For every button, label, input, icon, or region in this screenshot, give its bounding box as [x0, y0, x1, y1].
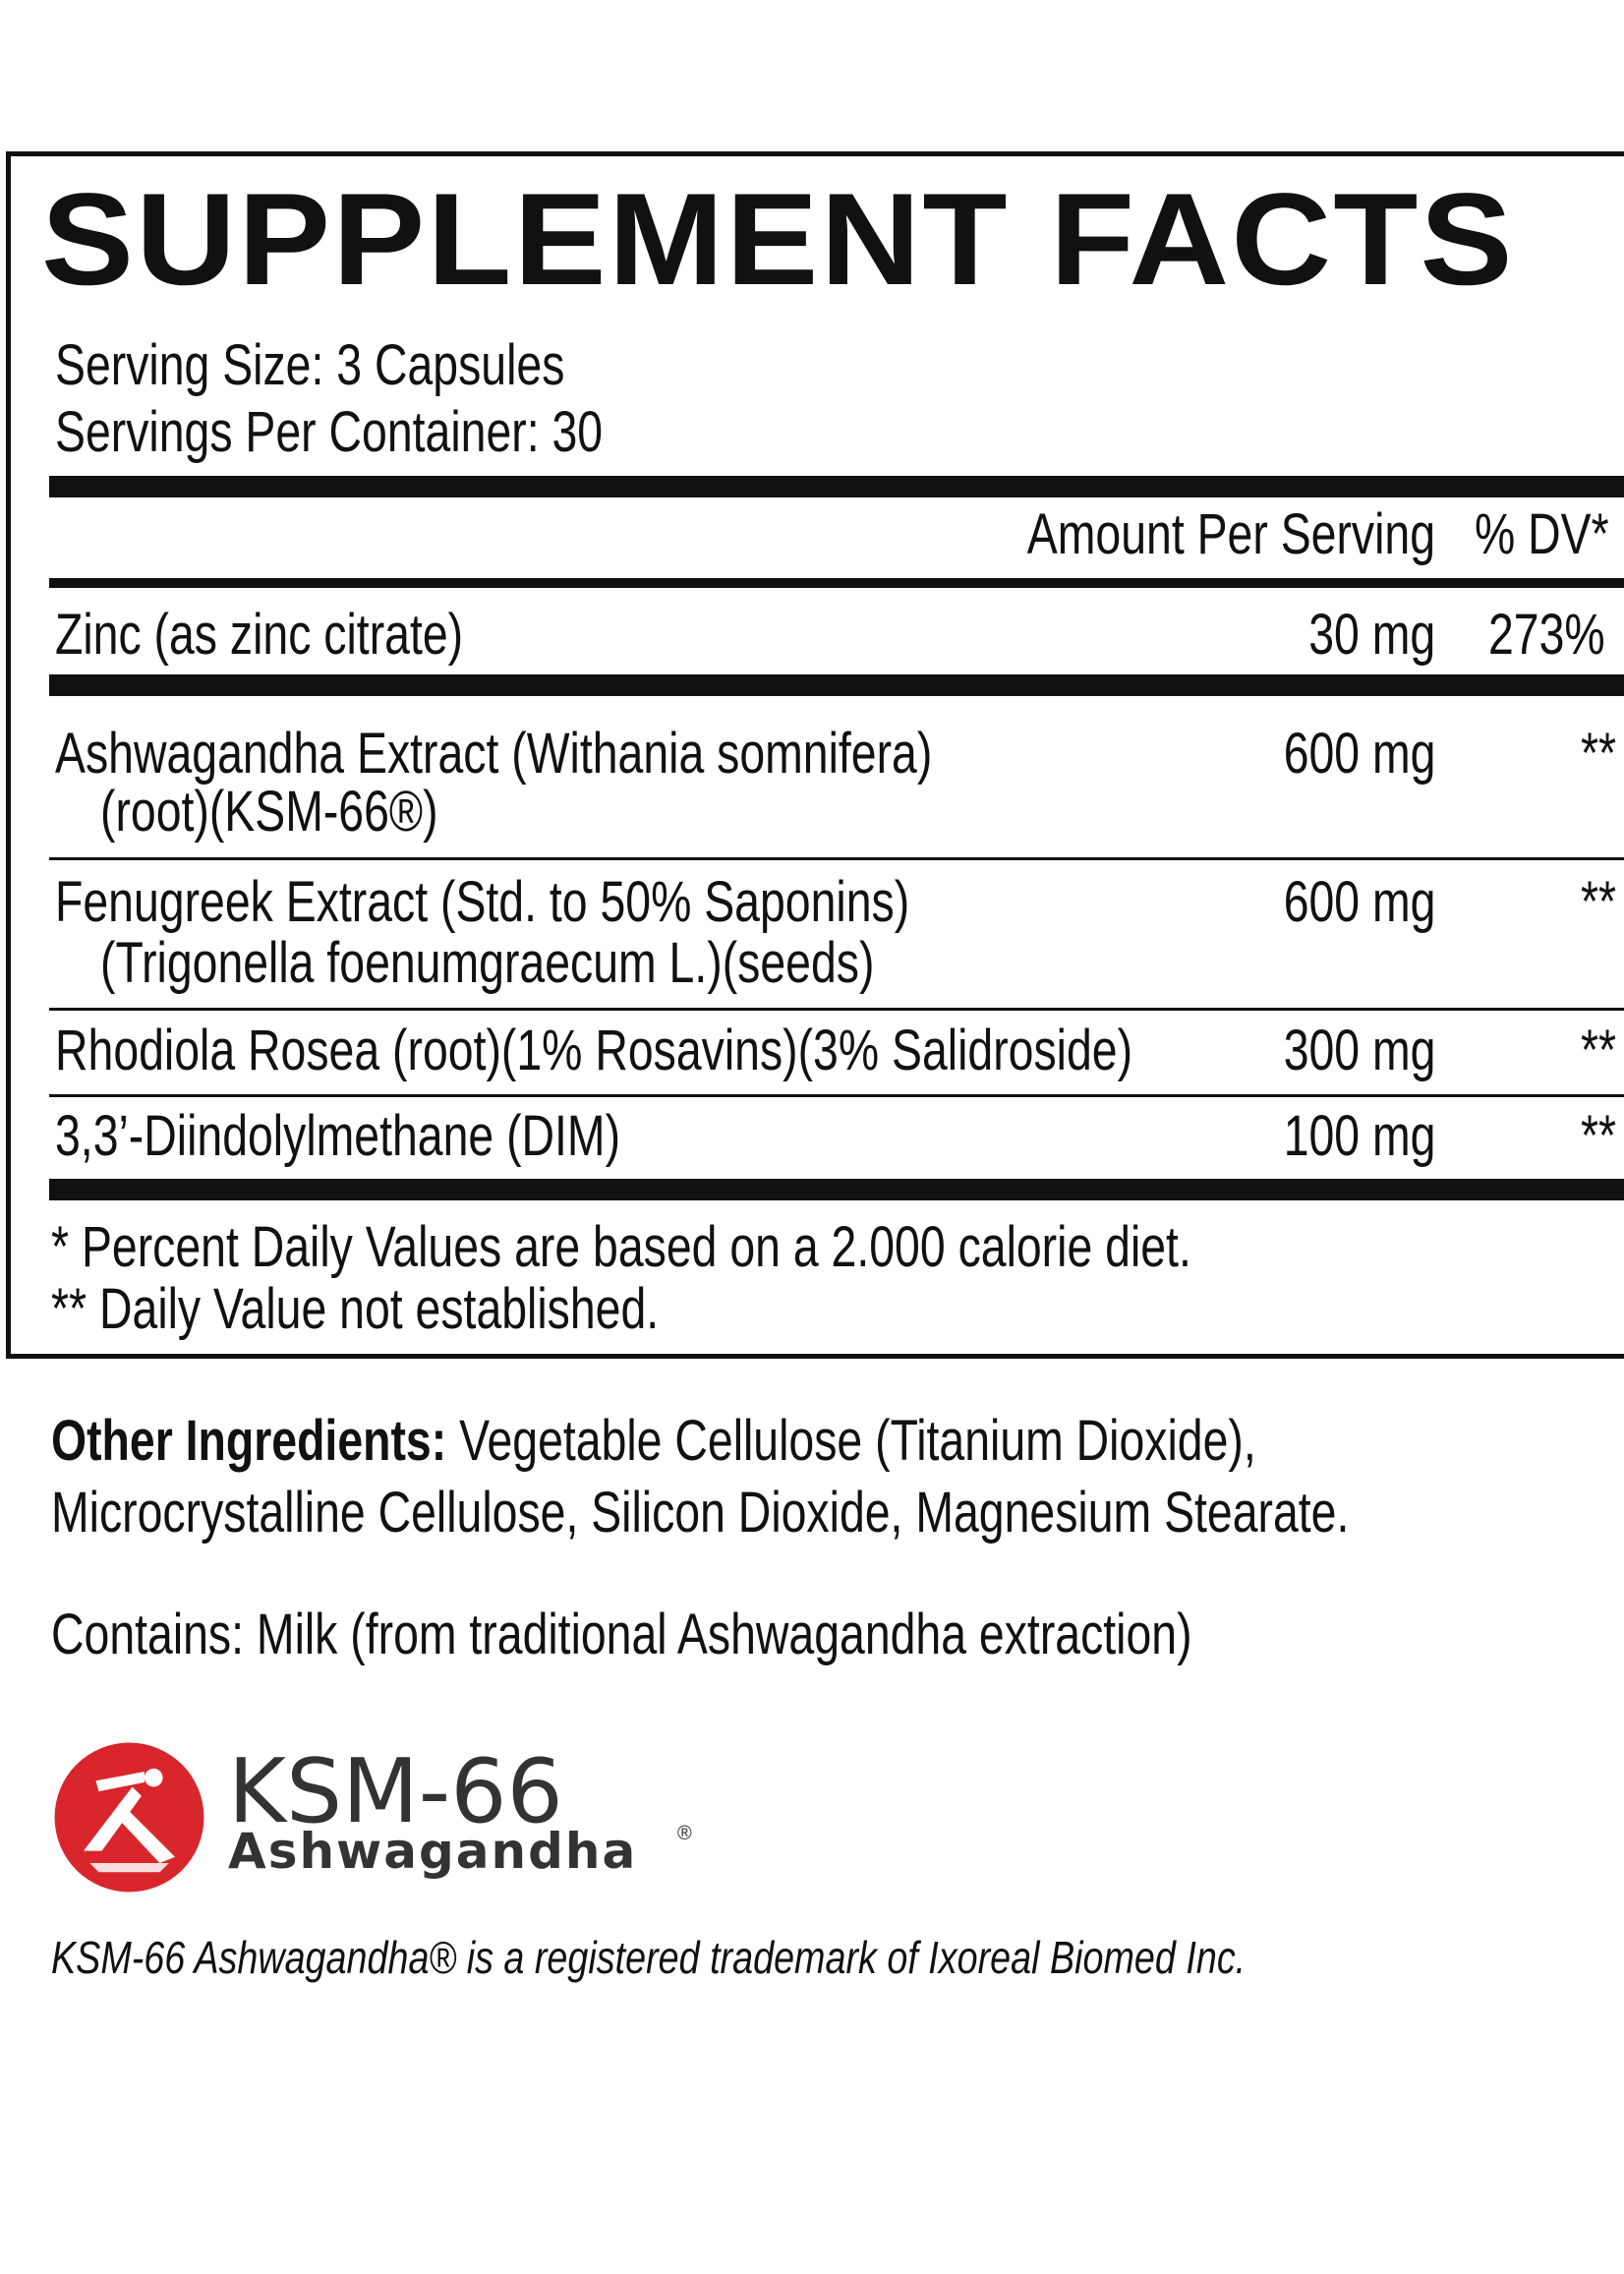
divider-medium [49, 578, 1624, 588]
other-ingredients-label: Other Ingredients: [51, 1409, 447, 1473]
ingredient-amount: 600 mg [1283, 870, 1435, 934]
amount-header: Amount Per Serving [1026, 502, 1435, 566]
ingredient-name: Ashwagandha Extract (Withania somnifera) [55, 722, 933, 786]
serving-size: Serving Size: 3 Capsules [55, 333, 565, 397]
trademark-notice: KSM-66 Ashwagandha® is a registered trademark of Ixoreal Biomed Inc. [51, 1932, 1247, 1983]
ingredient-dv: ** [1581, 1104, 1617, 1168]
allergen-statement: Contains: Milk (from traditional Ashwagandha extraction) [51, 1603, 1192, 1666]
other-ingredients [51, 1409, 1256, 1473]
ksm66-figure-icon [53, 1741, 205, 1894]
ingredient-name: 3,3’-Diindolylmethane (DIM) [55, 1104, 621, 1168]
ingredient-name-detail: (Trigonella foenumgraecum L.)(seeds) [100, 931, 875, 995]
dv-header: % DV* [1475, 502, 1609, 566]
ingredient-dv: ** [1581, 870, 1617, 934]
ingredient-name: Rhodiola Rosea (root)(1% Rosavins)(3% Salidroside) [55, 1019, 1133, 1082]
ingredient-amount: 100 mg [1283, 1104, 1435, 1168]
divider-thick [49, 476, 1624, 497]
other-ingredients-list-cont: Microcrystalline Cellulose, Silicon Dioxide, Magnesium Stearate. [51, 1481, 1350, 1545]
divider-thick [49, 674, 1624, 696]
ingredient-name: Fenugreek Extract (Std. to 50% Saponins) [55, 870, 910, 934]
divider-thin [49, 857, 1624, 860]
other-ingredients-list: Vegetable Cellulose (Titanium Dioxide), [446, 1409, 1256, 1473]
zinc-dv: 273% [1488, 603, 1605, 667]
brand-logo-name: KSM-66 [228, 1740, 563, 1843]
zinc-amount: 30 mg [1308, 603, 1435, 667]
brand-logo-sub: Ashwagandha [228, 1823, 638, 1880]
registered-mark: ® [677, 1823, 692, 1844]
divider-thin [49, 1094, 1624, 1097]
ingredient-name-detail: (root)(KSM-66®) [100, 780, 438, 844]
footnote-not-established: ** Daily Value not established. [51, 1277, 660, 1341]
ingredient-amount: 300 mg [1283, 1019, 1435, 1082]
footnote-daily-values: * Percent Daily Values are based on a 2.000 calorie diet. [51, 1215, 1191, 1279]
ingredient-dv: ** [1581, 1019, 1617, 1082]
panel-title: SUPPLEMENT FACTS [41, 167, 1515, 313]
divider-thin [49, 1008, 1624, 1011]
ingredient-amount: 600 mg [1283, 722, 1435, 786]
ingredient-dv: ** [1581, 722, 1617, 786]
divider-thick [49, 1179, 1624, 1200]
zinc-name: Zinc (as zinc citrate) [55, 603, 464, 667]
servings-per-container: Servings Per Container: 30 [55, 400, 604, 464]
